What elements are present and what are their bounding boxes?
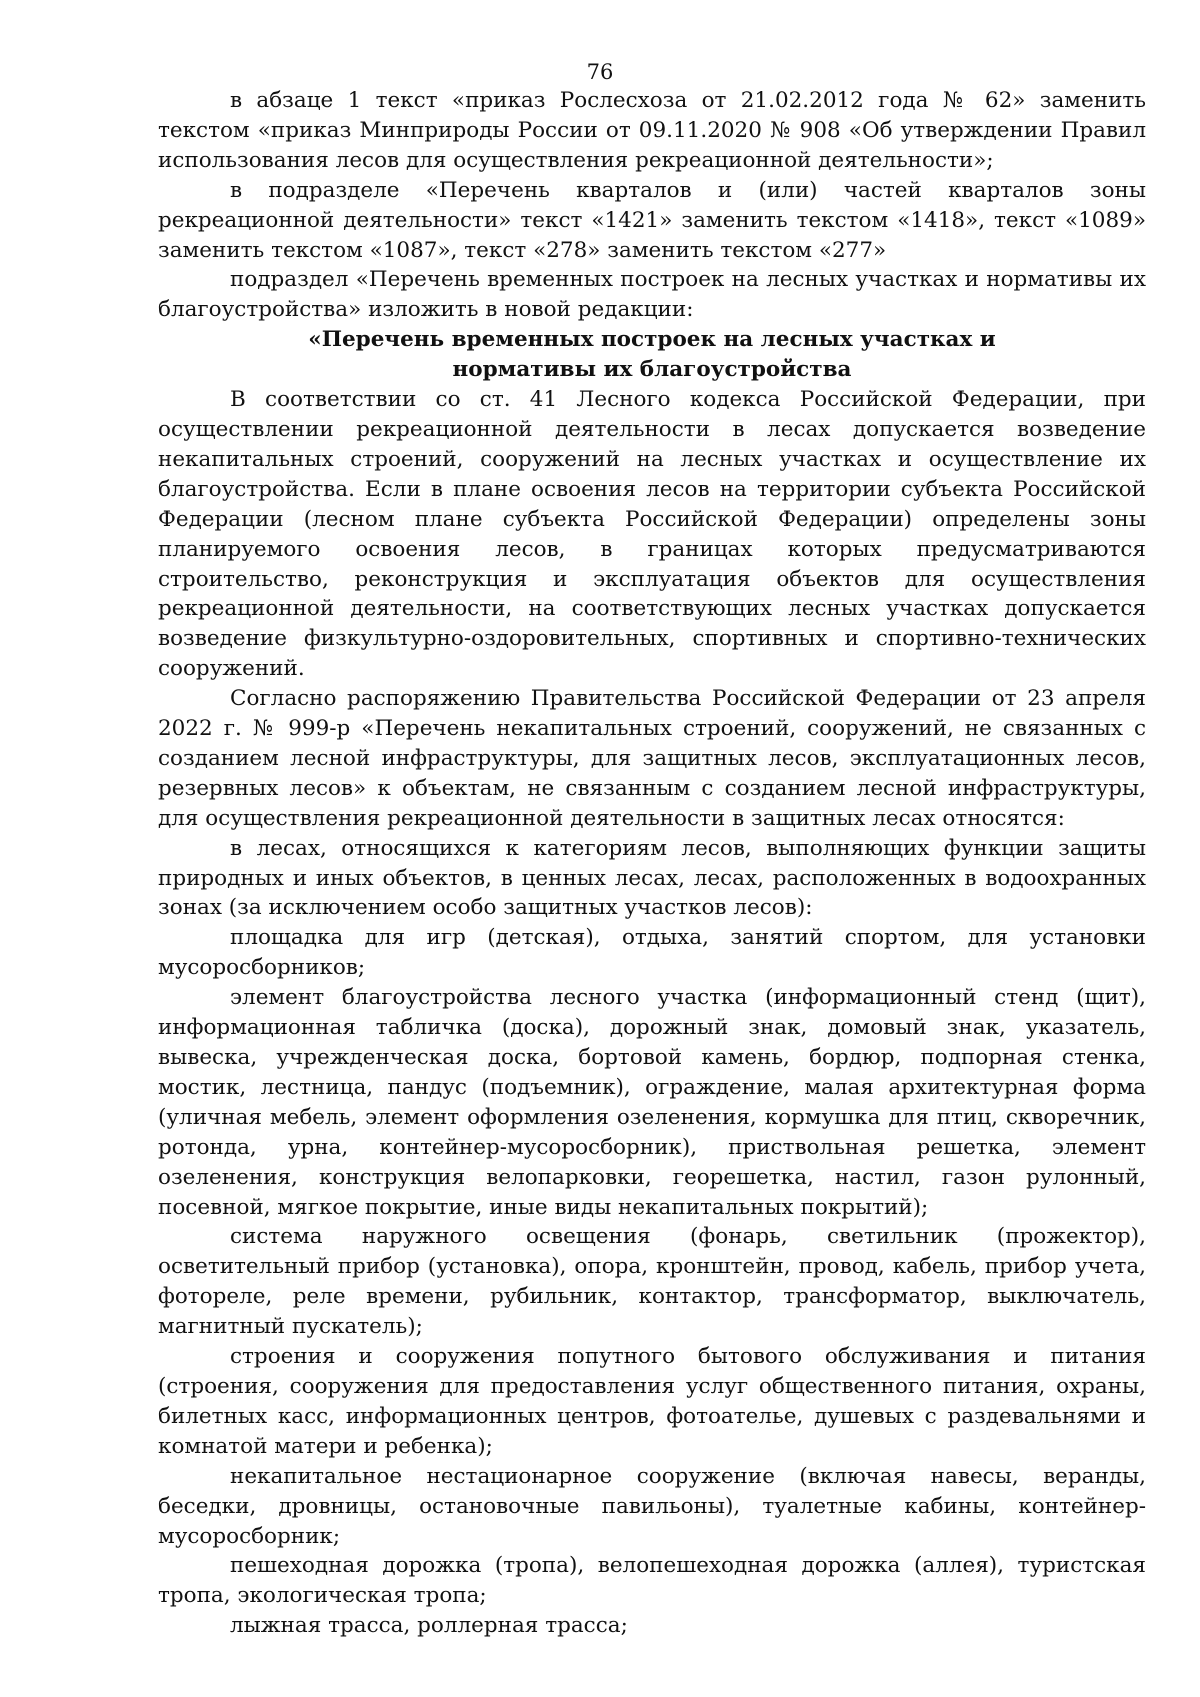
paragraph-protective-forests: в лесах, относящихся к категориям лесов, выполняющих функции защиты природных и иных объектов, в ценных лесах, лесах, расположенных в водоохранных зонах (за исключением особо защитных участков лесов): [158,835,1146,921]
list-item-ski-track: лыжная трасса, роллерная трасса; [230,1613,628,1639]
list-item-service-buildings: строения и сооружения попутного бытового обслуживания и питания (строения, сооружения для предоставления услуг общественного питания, охраны, билетных касс, информационных центров, фотоателье, душевых с раздевальнями и комнатой матери и ребенка); [158,1344,1146,1459]
page-number: 76 [586,60,614,84]
section-heading-line-1: «Перечень временных построек на лесных участках и [308,327,996,353]
paragraph-amend-order: в абзаце 1 текст «приказ Рослесхоза от 21.02.2012 года № 62» заменить текстом «приказ Минприроды России от 09.11.2020 № 908 «Об утверждении Правил использования лесов для осуществления рекреационной деятельности»; [158,88,1146,173]
paragraph-amend-quarters: в подразделе «Перечень кварталов и (или) частей кварталов зоны рекреационной деятельности» текст «1421» заменить текстом «1418», текст «1089» заменить текстом «1087», текст «278» заменить текстом «277» [158,177,1146,263]
document-body [158,86,1146,1641]
paragraph-forest-code: В соответствии со ст. 41 Лесного кодекса Российской Федерации, при осуществлении рекреационной деятельности в лесах допускается возведение некапитальных строений, сооружений на лесных участках и осуществление их благоустройства. Если в плане освоения лесов на территории субъекта Российской Федерации (лесном плане субъекта Российской Федерации) определены зоны планируемого освоения лесов, в границах которых предусматриваются строительство, реконструкция и эксплуатация объектов для осуществления рекреационной деятельности, на соответствующих лесных участках допускается возведение физкультурно-оздоровительных, спортивных и спортивно-технических сооружений. [158,387,1146,682]
section-heading [158,325,1146,385]
list-item-lighting: система наружного освещения (фонарь, светильник (прожектор), осветительный прибор (установка), опора, кронштейн, провод, кабель, прибор учета, фотореле, реле времени, рубильник, контактор, трансформатор, выключатель, магнитный пускатель); [158,1224,1146,1340]
paragraph-government-order: Согласно распоряжению Правительства Российской Федерации от 23 апреля 2022 г. № 999-р «Перечень некапитальных строений, сооружений, не связанных с созданием лесной инфраструктуры, для защитных лесов, эксплуатационных лесов, резервных лесов» к объектам, не связанным с созданием лесной инфраструктуры, для осуществления рекреационной деятельности в защитных лесах относятся: [158,686,1146,831]
section-heading-line-2: нормативы их благоустройства [452,357,852,383]
list-item-landscaping: элемент благоустройства лесного участка (информационный стенд (щит), информационная табличка (доска), дорожный знак, домовый знак, указатель, вывеска, учрежденческая доска, бортовой камень, бордюр, подпорная стенка, мостик, лестница, пандус (подъемник), ограждение, малая архитектурная форма (уличная мебель, элемент оформления озеленения, кормушка для птиц, скворечник, ротонда, урна, контейнер-мусоросборник), приствольная решетка, элемент озеленения, конструкция велопарковки, георешетка, настил, газон рулонный, посевной, мягкое покрытие, иные виды некапитальных покрытий); [158,985,1146,1220]
paragraph-amend-subsection: подраздел «Перечень временных построек на лесных участках и нормативы их благоустройства» изложить в новой редакции: [158,267,1146,323]
list-item-playground: площадка для игр (детская), отдыха, занятий спортом, для установки мусоросборников; [158,925,1146,981]
list-item-paths: пешеходная дорожка (тропа), велопешеходная дорожка (аллея), туристская тропа, экологическая тропа; [158,1553,1146,1609]
list-item-temporary-structures: некапитальное нестационарное сооружение (включая навесы, веранды, беседки, дровницы, остановочные павильоны), туалетные кабины, контейнер-мусоросборник; [158,1463,1146,1549]
